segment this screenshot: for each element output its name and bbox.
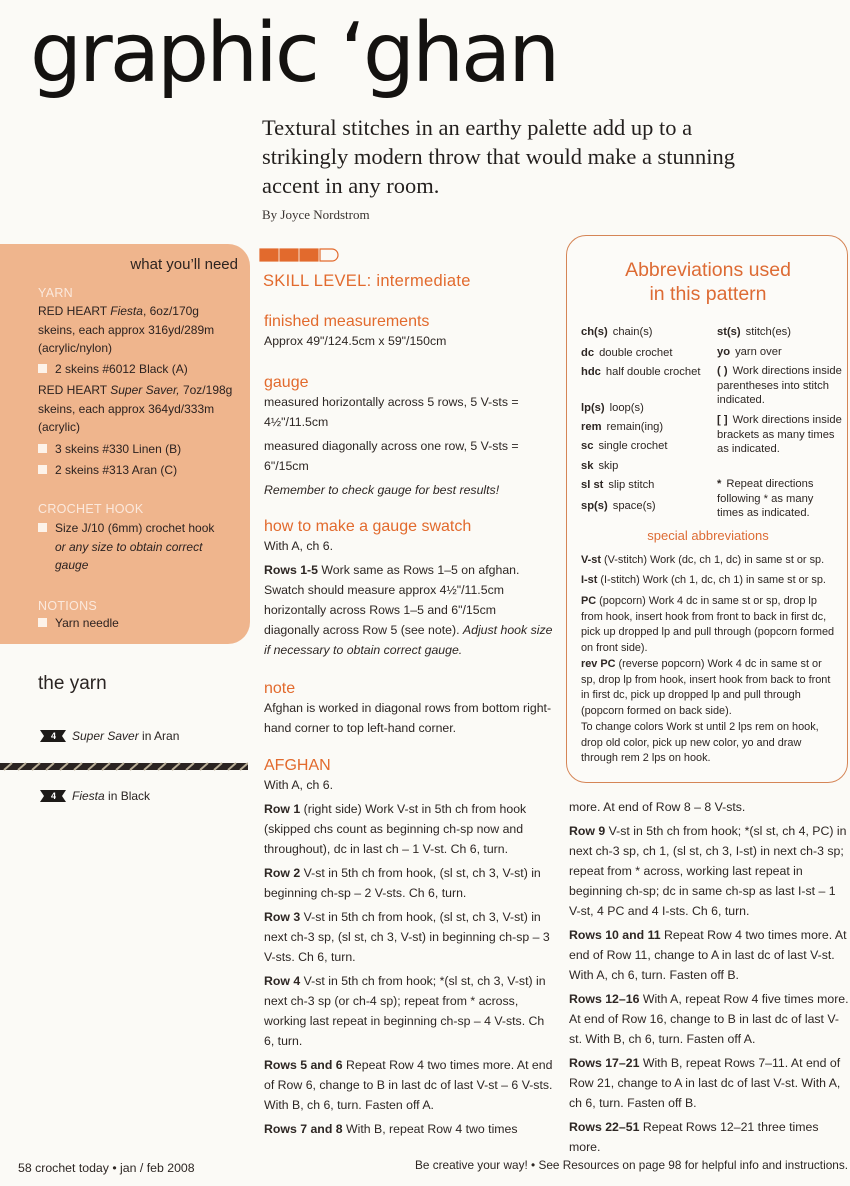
abbr-item: yo yarn over [717,346,782,358]
materials-title: what you’ll need [130,256,238,273]
abbr-item: dc double crochet [581,347,673,359]
yarn1-brand: RED HEART [38,304,111,318]
yarn2-description [38,381,238,437]
hook-item: Size J/10 (6mm) crochet hook or any size to obtain correct gauge [38,519,225,575]
yarn2-name: Super Saver, [110,383,180,397]
abbr-item: * Repeat directions following * as many times as indicated. [717,478,814,519]
afghan-rows10-11: Rows 10 and 11 Repeat Row 4 two times more. At end of Row 11, change to A in last dc of last V-st. With A, ch 6, turn. Fasten off B. [569,928,847,982]
note-text: Afghan is worked in diagonal rows from bottom right-hand corner to top left-hand corner. [264,701,552,735]
page-footer-info: 58 crochet today • jan / feb 2008 [18,1161,195,1175]
skill-level: SKILL LEVEL: intermediate [263,272,471,290]
finished-text: Approx 49"/124.5cm x 59"/150cm [264,334,447,348]
special-item: To change colors Work st until 2 lps rem on hook, drop old color, pick up new color, yo and draw through rem 2 lps on hook. [581,721,819,764]
yarn-item-aran: 4 Super Saver in Aran [38,727,179,745]
special-item: I-st (I-stitch) Work (ch 1, dc, ch 1) in same st or sp. [581,574,826,586]
note-heading: note [264,680,296,697]
abbreviations-box [566,235,848,783]
gauge-reminder: Remember to check gauge for best results! [264,483,500,497]
abbreviations-title: Abbreviations used in this pattern [625,259,791,305]
abbr-item: rem remain(ing) [581,421,664,433]
abbr-item: ch(s) chain(s) [581,326,653,338]
skill-level-bars [259,248,343,262]
abbr-item: lp(s) loop(s) [581,402,644,414]
note-section [264,680,554,738]
skill-segment [300,249,318,261]
notions-item: Yarn needle [38,614,119,633]
gauge-line1: measured horizontally across 5 rows, 5 V-sts = 4½"/11.5cm [264,395,519,429]
afghan-rows7-8: Rows 7 and 8 With B, repeat Row 4 two times [264,1122,518,1136]
the-yarn-heading: the yarn [38,673,107,694]
page-footer-tagline: Be creative your way! • See Resources on page 98 for helpful info and instructions. [415,1158,848,1172]
yarn-item-black: 4 Fiesta in Black [38,787,150,805]
abbr-item: hdc half double crochet [581,366,701,378]
yarn1-name: Fiesta [110,304,143,318]
afghan-intro: With A, ch 6. [264,778,334,792]
finished-heading: finished measurements [264,313,430,330]
afghan-rows12-16: Rows 12–16 With A, repeat Row 4 five times more. At end of Row 16, change to B in last dc of last V-st. With B, ch 6, turn. Fasten off A. [569,992,849,1046]
subtitle: Textural stitches in an earthy palette add up to a strikingly modern throw that would make a stunning accent in any room. [262,115,736,198]
yarn-strand-image [0,758,248,774]
abbr-item: st(s) stitch(es) [717,326,792,338]
yarn2-brand: RED HEART [38,383,111,397]
byline: By Joyce Nordstrom [262,207,370,222]
afghan-row9: Row 9 V-st in 5th ch from hook; *(sl st, ch 4, PC) in next ch-3 sp, ch 1, (sl st, ch 3, I-st) in next ch-3 sp; repeat from * across, working last repeat in beginning ch-sp; dc in same ch-sp as last I-st – 1 V-st, 4 PC and 4 I-sts. Ch 6, turn. [569,824,847,918]
yarn-weight-icon: 4 [38,787,68,805]
special-abbreviations-heading: special abbreviations [647,528,769,543]
skill-segment [280,249,298,261]
hook-heading: CROCHET HOOK [38,502,144,516]
afghan-row1: Row 1 (right side) Work V-st in 5th ch from hook (skipped chs count as beginning ch-sp now and throughout), dc in last ch – 1 V-st. Ch 6, turn. [264,802,527,856]
yarn1-item: 2 skeins #6012 Black (A) [38,360,188,379]
special-item: V-st (V-stitch) Work (dc, ch 1, dc) in same st or sp. [581,554,825,566]
yarn1-rest: , 6oz/170g skeins, each approx 316yd/289m (acrylic/nylon) [38,304,215,355]
skill-segment [320,249,338,261]
abbr-item: sl st slip stitch [581,479,655,491]
notions-heading: NOTIONS [38,599,98,613]
abbr-item: sk skip [581,460,619,472]
yarn2-item2: 2 skeins #313 Aran (C) [38,461,177,480]
skill-segment [260,249,278,261]
abbr-item: ( ) Work directions inside parentheses into stitch indicated. [717,365,842,406]
swatch-heading: how to make a gauge swatch [264,518,472,535]
materials-box [0,244,250,644]
yarn2-rest: 7oz/198g skeins, each approx 364yd/333m (acrylic) [38,383,233,434]
gauge-line2: measured diagonally across one row, 5 V-sts = 6"/15cm [264,439,519,473]
afghan-row4: Row 4 V-st in 5th ch from hook; *(sl st, ch 3, V-st) in next ch-3 sp (or ch-4 sp); repeat from * across, working last repeat in beginning ch-sp – 4 V-sts. Ch 6, turn. [264,974,546,1048]
abbr-item: [ ] Work directions inside brackets as many times as indicated. [717,414,842,455]
page-title: graphic ‘ghan [30,6,558,101]
afghan-row2: Row 2 V-st in 5th ch from hook, (sl st, ch 3, V-st) in beginning ch-sp – 2 V-sts. Ch 6, turn. [264,866,541,900]
checkbox-icon [38,523,47,532]
yarn1-description [38,302,238,358]
yarn-weight-icon: 4 [38,727,68,745]
afghan-rows17-21: Rows 17–21 With B, repeat Rows 7–11. At end of Row 21, change to A in last dc of last V-st. With A, ch 6, turn. Fasten off B. [569,1056,841,1110]
afghan-continued [569,797,849,1157]
swatch-rows: Rows 1-5 Work same as Rows 1–5 on afghan. Swatch should measure approx 4½"/11.5cm horizontally across Rows 1–5 and 6"/15cm diagonally across Row 5 (see note). Adjust hook size if necessary to obtain correct gauge. [264,563,553,657]
afghan-rows7-8-cont: more. At end of Row 8 – 8 V-sts. [569,800,746,814]
swatch-section [264,518,554,660]
gauge-section [264,374,554,500]
swatch-intro: With A, ch 6. [264,539,334,553]
afghan-rows22-51: Rows 22–51 Repeat Rows 12–21 three times more. [569,1120,819,1154]
afghan-row3: Row 3 V-st in 5th ch from hook, (sl st, ch 3, V-st) in next ch-3 sp, (sl st, ch 3, V-st) in beginning ch-sp – 3 V-sts. Ch 6, turn. [264,910,550,964]
special-item: rev PC (reverse popcorn) Work 4 dc in same st or sp, drop lp from hook, insert hook from back to front in first dc, pick up dropped lp and pull through (popcorn formed on back side). [581,658,831,717]
abbr-item: sp(s) space(s) [581,500,656,512]
special-item: PC (popcorn) Work 4 dc in same st or sp, drop lp from hook, insert hook from front to back in first dc, pick up dropped lp and pull through (popcorn formed on front side). [581,595,835,654]
yarn2-item1: 3 skeins #330 Linen (B) [38,440,181,459]
afghan-heading: AFGHAN [264,757,331,774]
gauge-heading: gauge [264,374,309,391]
finished-measurements-section [264,313,554,351]
checkbox-icon [38,465,47,474]
checkbox-icon [38,444,47,453]
checkbox-icon [38,618,47,627]
abbr-item: sc single crochet [581,440,668,452]
checkbox-icon [38,364,47,373]
afghan-section [264,757,554,1139]
yarn-heading: YARN [38,286,74,300]
afghan-rows5-6: Rows 5 and 6 Repeat Row 4 two times more. At end of Row 6, change to B in last dc of last V-st – 6 V-sts. With B, ch 6, turn. Fasten off A. [264,1058,553,1112]
